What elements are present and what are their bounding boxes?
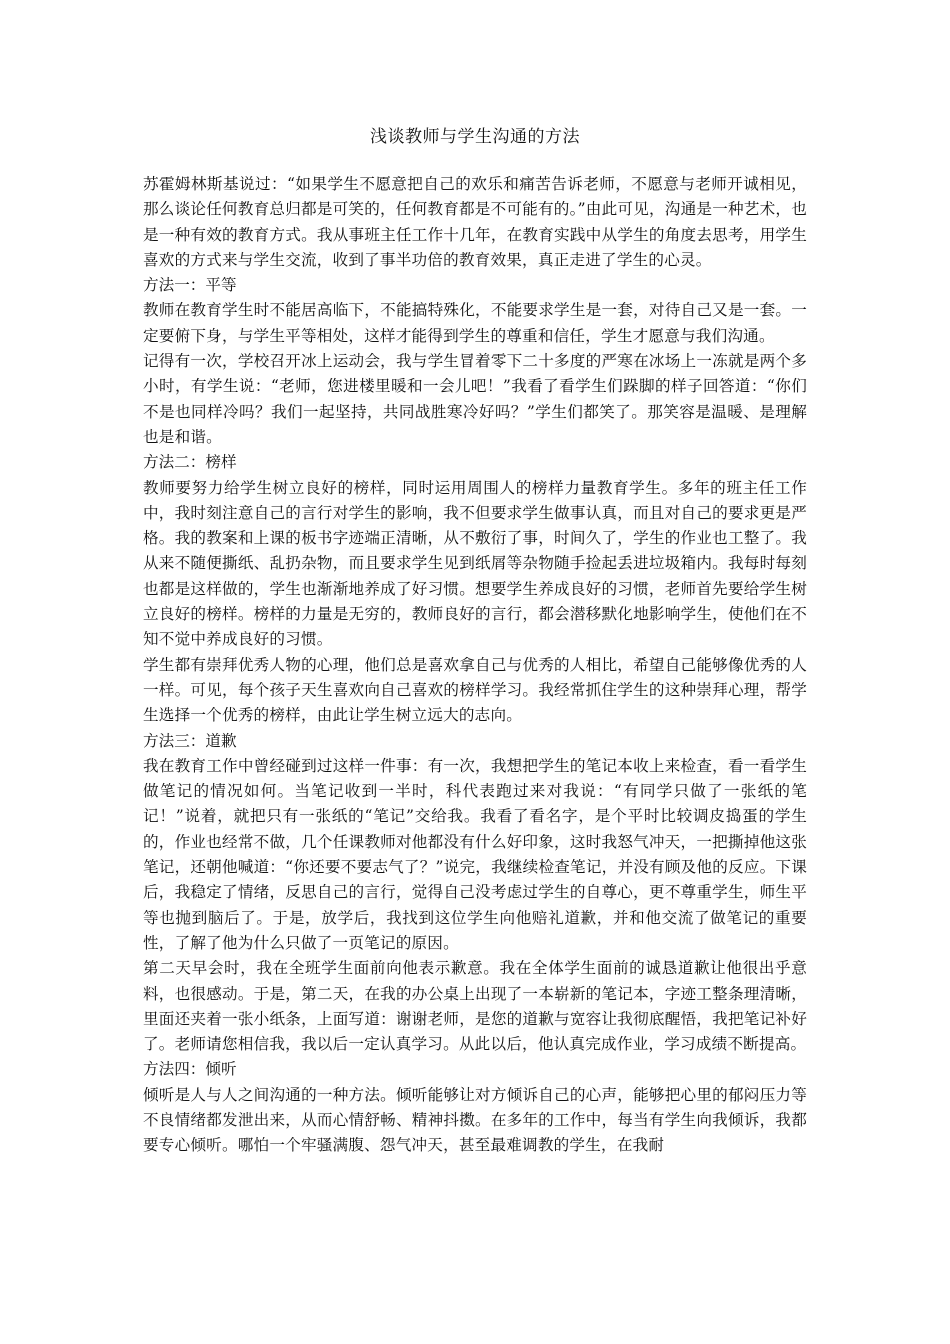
equality-paragraph-1: 教师在教育学生时不能居高临下，不能搞特殊化，不能要求学生是一套，对待自己又是一套。一定要俯下身，与学生平等相处，这样才能得到学生的尊重和信任，学生才愿意与我们沟通。 xyxy=(143,301,807,345)
section-heading-equality: 方法一：平等 xyxy=(143,276,237,295)
equality-paragraph-2: 记得有一次，学校召开冰上运动会，我与学生冒着零下二十多度的严寒在冰场上一冻就是两个多小时，有学生说：“老师，您进楼里暖和一会儿吧！”我看了看学生们跺脚的样子回答道：“你们不是也同样冷吗？我们一起坚持，共同战胜寒冷好吗？”学生们都笑了。那笑容是温暖、是理解也是和谐。 xyxy=(143,352,807,446)
listening-paragraph-1: 倾听是人与人之间沟通的一种方法。倾听能够让对方倾诉自己的心声，能够把心里的郁闷压力等不良情绪都发泄出来，从而心情舒畅、精神抖擞。在多年的工作中，每当有学生向我倾诉，我都要专心倾听。哪怕一个牢骚满腹、怨气冲天，甚至最难调教的学生，在我耐 xyxy=(143,1085,807,1155)
apology-paragraph-2: 第二天早会时，我在全班学生面前向他表示歉意。我在全体学生面前的诚恳道歉让他很出乎意料，也很感动。于是，第二天，在我的办公桌上出现了一本崭新的笔记本，字迹工整条理清晰，里面还夹着一张小纸条，上面写道：谢谢老师，是您的道歉与宽容让我彻底醒悟，我把笔记补好了。老师请您相信我，我以后一定认真学习。从此以后，他认真完成作业，学习成绩不断提高。 xyxy=(143,959,807,1054)
section-heading-apology: 方法三：道歉 xyxy=(143,731,237,750)
section-heading-role-model: 方法二：榜样 xyxy=(143,453,237,472)
role-model-paragraph-1: 教师要努力给学生树立良好的榜样，同时运用周围人的榜样力量教育学生。多年的班主任工作中，我时刻注意自己的言行对学生的影响，我不但要求学生做事认真，而且对自己的要求更是严格。我的教案和上课的板书字迹端正清晰，从不敷衍了事，时间久了，学生的作业也工整了。我从来不随便撕纸、乱扔杂物，而且要求学生见到纸屑等杂物随手捡起丢进垃圾箱内。我每时每刻也都是这样做的，学生也渐渐地养成了好习惯。想要学生养成良好的习惯，老师首先要给学生树立良好的榜样。榜样的力量是无穷的，教师良好的言行，都会潜移默化地影响学生，使他们在不知不觉中养成良好的习惯。 xyxy=(143,478,807,649)
section-heading-listening: 方法四：倾听 xyxy=(143,1060,237,1079)
apology-paragraph-1: 我在教育工作中曾经碰到过这样一件事：有一次，我想把学生的笔记本收上来检查，看一看学生做笔记的情况如何。当笔记收到一半时，科代表跑过来对我说：“有同学只做了一张纸的笔记！”说着，就把只有一张纸的“笔记”交给我。我看了看名字，是个平时比较调皮捣蛋的学生的，作业也经常不做，几个任课教师对他都没有什么好印象，这时我怒气冲天，一把撕掉他这张笔记，还朝他喊道：“你还要不要志气了？”说完，我继续检查笔记，并没有顾及他的反应。下课后，我稳定了情绪，反思自己的言行，觉得自己没考虑过学生的自尊心，更不尊重学生，师生平等也抛到脑后了。于是，放学后，我找到这位学生向他赔礼道歉，并和他交流了做笔记的重要性，了解了他为什么只做了一页笔记的原因。 xyxy=(143,756,807,952)
document-title: 浅谈教师与学生沟通的方法 xyxy=(370,127,580,147)
intro-paragraph: 苏霍姆林斯基说过：“如果学生不愿意把自己的欢乐和痛苦告诉老师，不愿意与老师开诚相见，那么谈论任何教育总归都是可笑的，任何教育都是不可能有的。”由此可见，沟通是一种艺术，也是一种有效的教育方式。我从事班主任工作十几年，在教育实践中从学生的角度去思考，用学生喜欢的方式来与学生交流，收到了事半功倍的教育效果，真正走进了学生的心灵。 xyxy=(143,175,807,269)
document-body xyxy=(143,172,807,1159)
role-model-paragraph-2: 学生都有崇拜优秀人物的心理，他们总是喜欢拿自己与优秀的人相比，希望自己能够像优秀的人一样。可见，每个孩子天生喜欢向自己喜欢的榜样学习。我经常抓住学生的这种崇拜心理，帮学生选择一个优秀的榜样，由此让学生树立远大的志向。 xyxy=(143,655,807,725)
